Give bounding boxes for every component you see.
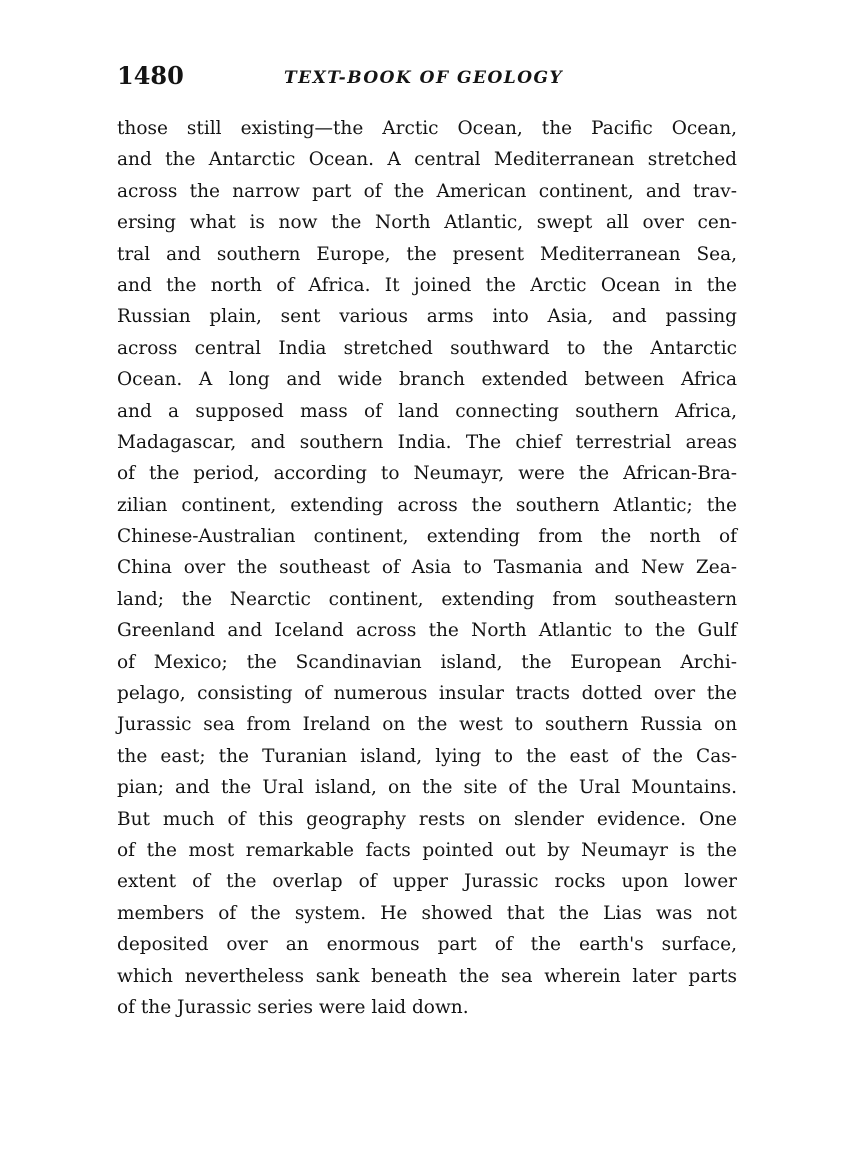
text-line: the east; the Turanian island, lying to the east of the Cas- — [117, 745, 737, 767]
text-line: and the Antarctic Ocean. A central Mediterranean stretched — [117, 149, 737, 171]
text-line: Russian plain, sent various arms into Asia, and passing — [117, 306, 737, 328]
running-head: TEXT-BOOK OF GEOLOGY — [284, 68, 564, 88]
text-line: Madagascar, and southern India. The chief terrestrial areas — [117, 431, 737, 453]
text-line: zilian continent, extending across the southern Atlantic; the — [117, 494, 737, 516]
text-line: and the north of Africa. It joined the Arctic Ocean in the — [117, 274, 737, 296]
text-line: ersing what is now the North Atlantic, swept all over cen- — [117, 212, 737, 234]
text-line: those still existing—the Arctic Ocean, the Pacific Ocean, — [117, 118, 737, 139]
text-line: and a supposed mass of land connecting southern Africa, — [117, 400, 737, 422]
text-line: But much of this geography rests on slender evidence. One — [117, 808, 737, 830]
text-line: pian; and the Ural island, on the site of the Ural Mountains. — [117, 777, 737, 799]
text-line: pelago, consisting of numerous insular tracts dotted over the — [117, 683, 737, 705]
text-line: China over the southeast of Asia to Tasmania and New Zea- — [117, 557, 737, 579]
text-line: across central India stretched southward to the Antarctic — [117, 337, 737, 359]
page-number: 1480 — [117, 61, 184, 90]
text-line: of the most remarkable facts pointed out by Neumayr is the — [117, 839, 737, 861]
text-line: of Mexico; the Scandinavian island, the European Archi- — [117, 651, 737, 673]
text-line: which nevertheless sank beneath the sea wherein later parts — [117, 965, 737, 987]
text-line: Ocean. A long and wide branch extended between Africa — [117, 369, 737, 391]
text-line: members of the system. He showed that the Lias was not — [117, 902, 737, 924]
text-line: across the narrow part of the American continent, and trav- — [117, 180, 737, 202]
text-line: Chinese-Australian continent, extending from the north of — [117, 526, 737, 548]
text-line: extent of the overlap of upper Jurassic rocks upon lower — [117, 871, 737, 893]
text-line: land; the Nearctic continent, extending from southeastern — [117, 588, 737, 610]
text-line: deposited over an enormous part of the earth's surface, — [117, 934, 737, 956]
text-line: of the period, according to Neumayr, were the African-Bra- — [117, 463, 737, 485]
text-line: Jurassic sea from Ireland on the west to southern Russia on — [117, 714, 737, 736]
page-header — [117, 60, 737, 96]
text-line: of the Jurassic series were laid down. — [117, 996, 469, 1018]
text-line: tral and southern Europe, the present Mediterranean Sea, — [117, 243, 737, 265]
body-paragraph — [117, 113, 737, 1023]
text-line: Greenland and Iceland across the North Atlantic to the Gulf — [117, 620, 737, 642]
